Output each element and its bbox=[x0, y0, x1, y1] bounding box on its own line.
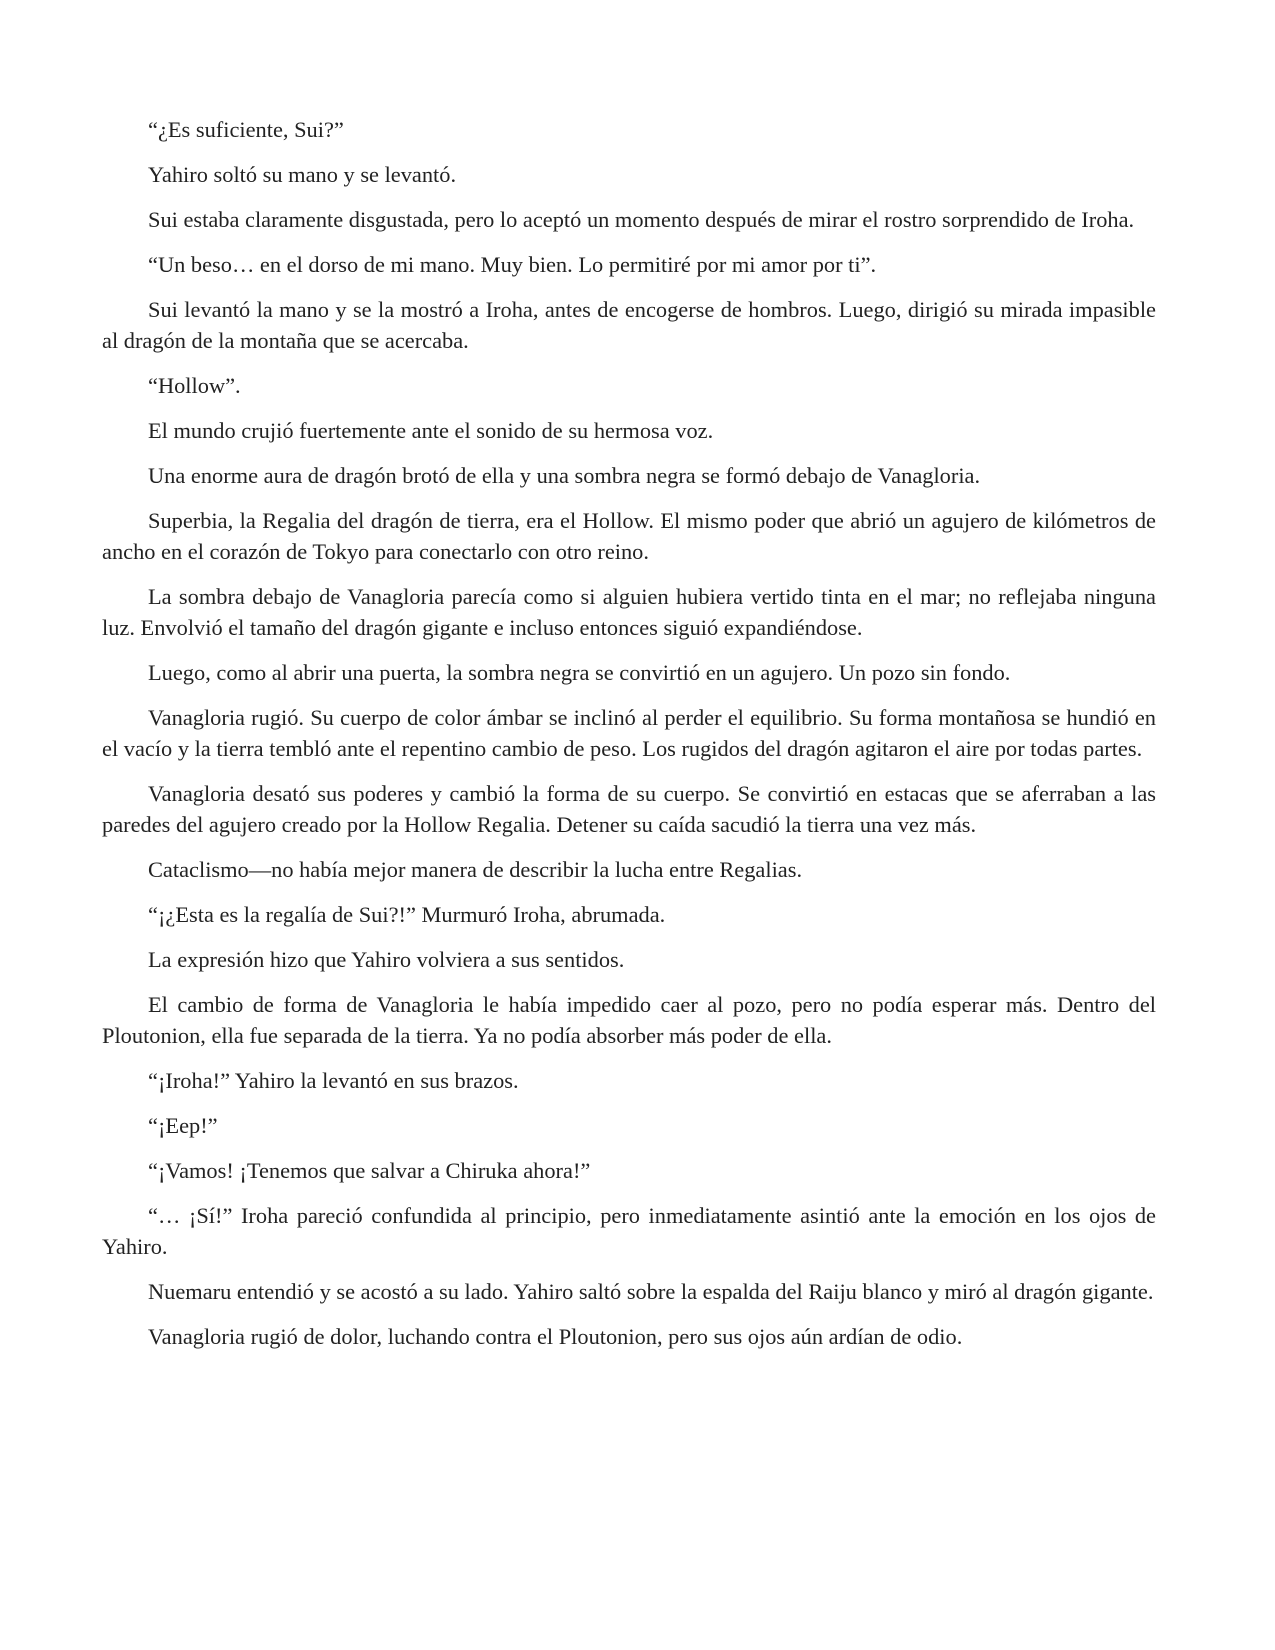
paragraph: Luego, como al abrir una puerta, la sombra negra se convirtió en un agujero. Un pozo sin fondo. bbox=[148, 660, 1011, 685]
paragraph: “Un beso… en el dorso de mi mano. Muy bien. Lo permitiré por mi amor por ti”. bbox=[148, 252, 877, 277]
paragraph: El mundo crujió fuertemente ante el sonido de su hermosa voz. bbox=[148, 418, 714, 443]
paragraph: Sui estaba claramente disgustada, pero lo aceptó un momento después de mirar el rostro sorprendido de Iroha. bbox=[148, 207, 1135, 232]
paragraph: Yahiro soltó su mano y se levantó. bbox=[148, 162, 457, 187]
paragraph: Vanagloria desató sus poderes y cambió la forma de su cuerpo. Se convirtió en estacas que se aferraban a las paredes del agujero creado por la Hollow Regalia. Detener su caída sacudió la tierra una vez más. bbox=[102, 781, 1156, 837]
paragraph: Vanagloria rugió. Su cuerpo de color ámbar se inclinó al perder el equilibrio. Su forma montañosa se hundió en el vacío y la tierra tembló ante el repentino cambio de peso. Los rugidos del dragón agitaron el aire por todas partes. bbox=[102, 705, 1156, 761]
paragraph: Vanagloria rugió de dolor, luchando contra el Ploutonion, pero sus ojos aún ardían de odio. bbox=[148, 1324, 963, 1349]
paragraph: La sombra debajo de Vanagloria parecía como si alguien hubiera vertido tinta en el mar; no reflejaba ninguna luz. Envolvió el tamaño del dragón gigante e incluso entonces siguió expandiéndose. bbox=[102, 584, 1156, 640]
paragraph: Una enorme aura de dragón brotó de ella y una sombra negra se formó debajo de Vanagloria. bbox=[148, 463, 981, 488]
paragraph: Cataclismo—no había mejor manera de describir la lucha entre Regalias. bbox=[148, 857, 803, 882]
paragraph: “¡Eep!” bbox=[148, 1113, 218, 1138]
paragraph: Superbia, la Regalia del dragón de tierra, era el Hollow. El mismo poder que abrió un agujero de kilómetros de ancho en el corazón de Tokyo para conectarlo con otro reino. bbox=[102, 508, 1156, 564]
paragraph: Nuemaru entendió y se acostó a su lado. Yahiro saltó sobre la espalda del Raiju blanco y miró al dragón gigante. bbox=[148, 1279, 1154, 1304]
paragraph: “… ¡Sí!” Iroha pareció confundida al principio, pero inmediatamente asintió ante la emoción en los ojos de Yahiro. bbox=[102, 1203, 1156, 1259]
paragraph: “¡Iroha!” Yahiro la levantó en sus brazos. bbox=[148, 1068, 519, 1093]
paragraph: El cambio de forma de Vanagloria le había impedido caer al pozo, pero no podía esperar más. Dentro del Ploutonion, ella fue separada de la tierra. Ya no podía absorber más poder de ella. bbox=[102, 992, 1156, 1048]
paragraph: Sui levantó la mano y se la mostró a Iroha, antes de encogerse de hombros. Luego, dirigió su mirada impasible al dragón de la montaña que se acercaba. bbox=[102, 297, 1156, 353]
paragraph: “¿Es suficiente, Sui?” bbox=[148, 117, 344, 142]
paragraph: “¡Vamos! ¡Tenemos que salvar a Chiruka ahora!” bbox=[148, 1158, 591, 1183]
paragraph: “Hollow”. bbox=[148, 373, 241, 398]
document-page bbox=[102, 114, 1156, 1366]
paragraph: La expresión hizo que Yahiro volviera a sus sentidos. bbox=[148, 947, 625, 972]
paragraph: “¡¿Esta es la regalía de Sui?!” Murmuró Iroha, abrumada. bbox=[148, 902, 666, 927]
